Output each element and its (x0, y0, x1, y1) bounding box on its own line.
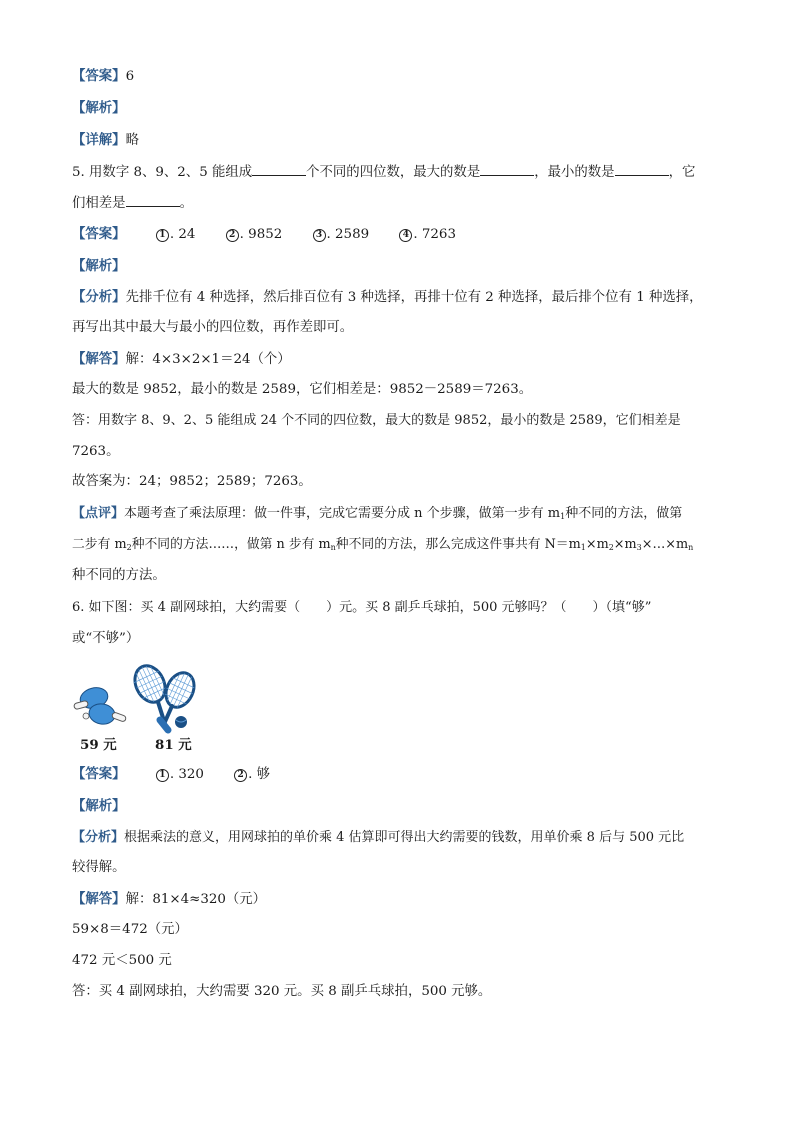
answer-value: . 够 (248, 767, 271, 782)
subscript: 1 (560, 512, 566, 521)
q5-analysis-line (72, 256, 722, 277)
pingpong-price: 59 元 (80, 737, 117, 753)
q5-stem-text: 们相差是 (72, 196, 126, 211)
fenxi-text: 先排千位有 4 种选择，然后排百位有 3 种选择，再排十位有 2 种选择，最后排个位有 1 种选择， (125, 290, 703, 305)
answer-value: . 7263 (413, 227, 456, 242)
dianping-text: 种不同的方法……，做第 n 步有 m (131, 537, 331, 552)
jieda-text: 7263。 (72, 444, 120, 459)
subscript: 2 (608, 543, 614, 552)
jieda-text: 答：买 4 副网球拍，大约需要 320 元。买 8 副乒乓球拍，500 元够。 (72, 984, 492, 999)
answer-value: . 9852 (239, 227, 283, 242)
answer-item (234, 767, 270, 782)
q6-stem-text: 6. 如下图：买 4 副网球拍，大约需要（ ）元。买 8 副乒乓球拍，500 元够吗？（ ）（填“够” (72, 600, 652, 615)
q5-jieda-line1 (72, 349, 722, 370)
q5-stem-text: 个不同的四位数，最大的数是 (306, 165, 481, 180)
circled-number: 4 (399, 229, 412, 242)
answer-value: 6 (125, 69, 135, 84)
q6-stem-text: 或“不够”） (72, 631, 140, 646)
q5-dianping-line2 (72, 535, 722, 555)
tennis-racket-icon (129, 664, 199, 730)
answer-value: . 320 (169, 767, 204, 782)
answer-tag: 【答案】 (72, 68, 126, 84)
answer-item (313, 227, 370, 242)
fill-blank (615, 161, 669, 176)
q6-fenxi-line1 (72, 828, 722, 848)
subscript: 2 (126, 543, 132, 552)
answer-value: . 24 (169, 227, 196, 242)
subscript: n (688, 543, 694, 552)
circled-number: 1 (156, 229, 169, 242)
dianping-text: 种不同的方法。 (72, 568, 166, 583)
q4-detail-line (72, 130, 722, 151)
q5-dianping-line3 (72, 566, 722, 586)
answer-item (226, 227, 283, 242)
fenxi-tag: 【分析】 (72, 830, 125, 845)
jieda-tag: 【解答】 (72, 891, 126, 907)
jieda-text: 472 元＜500 元 (72, 953, 172, 968)
q6-stem-line2 (72, 629, 722, 649)
analysis-tag: 【解析】 (72, 258, 126, 274)
jieda-text: 59×8＝472（元） (72, 922, 188, 937)
q5-stem-text: 。 (179, 196, 193, 211)
fenxi-text: 根据乘法的意义，用网球拍的单价乘 4 估算即可得出大约需要的钱数，用单价乘 8 后与 500 元比 (124, 830, 685, 845)
q6-stem-line1 (72, 598, 722, 618)
jieda-text: 解：81×4≈320（元） (125, 892, 267, 907)
q6-fenxi-line2 (72, 858, 722, 878)
fenxi-tag: 【分析】 (72, 289, 126, 305)
answer-item (156, 767, 204, 782)
jieda-text: 最大的数是 9852，最小的数是 2589，它们相差是：9852－2589＝7263。 (72, 382, 533, 397)
fill-blank (252, 161, 306, 176)
circled-number: 3 (313, 229, 326, 242)
detail-text: 略 (125, 133, 139, 148)
rackets-figure (72, 664, 222, 754)
pingpong-paddle-icon (73, 685, 126, 726)
answer-value: . 2589 (326, 227, 370, 242)
q5-stem-text: ，最小的数是 (534, 165, 615, 180)
dianping-text: 种不同的方法，那么完成这件事共有 N＝m (335, 537, 581, 552)
dianping-tag: 【点评】 (72, 506, 125, 521)
q6-jieda-line2 (72, 920, 722, 940)
dianping-text: ×m (613, 537, 637, 552)
subscript: n (330, 543, 336, 552)
dianping-text: ×…×m (641, 537, 689, 552)
fill-blank (480, 161, 534, 176)
q5-jieda-line4 (72, 442, 722, 462)
circled-number: 1 (156, 769, 169, 782)
jieda-tag: 【解答】 (72, 351, 126, 367)
tennis-price: 81 元 (155, 737, 192, 753)
fenxi-text: 再写出其中最大与最小的四位数，再作差即可。 (72, 320, 354, 335)
answer-tag: 【答案】 (72, 226, 126, 242)
analysis-tag: 【解析】 (72, 798, 126, 814)
answer-tag: 【答案】 (72, 766, 126, 782)
q5-fenxi-line1 (72, 287, 722, 308)
jieda-text: 答：用数字 8、9、2、5 能组成 24 个不同的四位数，最大的数是 9852，最小的数是 2589，它们相差是 (72, 413, 681, 428)
q6-analysis-line (72, 796, 722, 817)
answer-item (156, 227, 196, 242)
dianping-text: 二步有 m (72, 537, 127, 552)
fenxi-text: 较得解。 (72, 860, 126, 875)
jieda-text: 解：4×3×2×1＝24（个） (125, 352, 291, 367)
q5-jieda-line2 (72, 380, 722, 400)
q6-jieda-line3 (72, 951, 722, 971)
q4-answer-line (72, 66, 722, 87)
q5-stem-text: ，它 (668, 165, 696, 180)
q6-jieda-line1 (72, 889, 722, 910)
q5-stem-text: 5. 用数字 8、9、2、5 能组成 (72, 165, 253, 180)
circled-number: 2 (226, 229, 239, 242)
answer-item (399, 227, 456, 242)
q6-jieda-line4 (72, 982, 722, 1002)
jieda-text: 故答案为：24；9852；2589；7263。 (72, 474, 312, 489)
circled-number: 2 (234, 769, 247, 782)
analysis-tag: 【解析】 (72, 100, 126, 116)
subscript: 1 (580, 543, 586, 552)
q5-fenxi-line2 (72, 318, 722, 338)
subscript: 3 (636, 543, 642, 552)
q5-dianping-line1 (72, 504, 722, 524)
q5-jieda-line5 (72, 472, 722, 492)
q5-answer-line (72, 224, 722, 245)
q5-jieda-line3 (72, 411, 722, 431)
dianping-text: 本题考查了乘法原理：做一件事，完成它需要分成 n 个步骤，做第一步有 m (124, 506, 561, 521)
dianping-text: 种不同的方法，做第 (565, 506, 683, 521)
q5-stem-line1 (72, 161, 722, 183)
q5-stem-line2 (72, 192, 722, 214)
fill-blank (126, 192, 180, 207)
q4-analysis-line (72, 98, 722, 119)
detail-tag: 【详解】 (72, 132, 126, 148)
dianping-text: ×m (585, 537, 609, 552)
q6-answer-line (72, 764, 722, 785)
